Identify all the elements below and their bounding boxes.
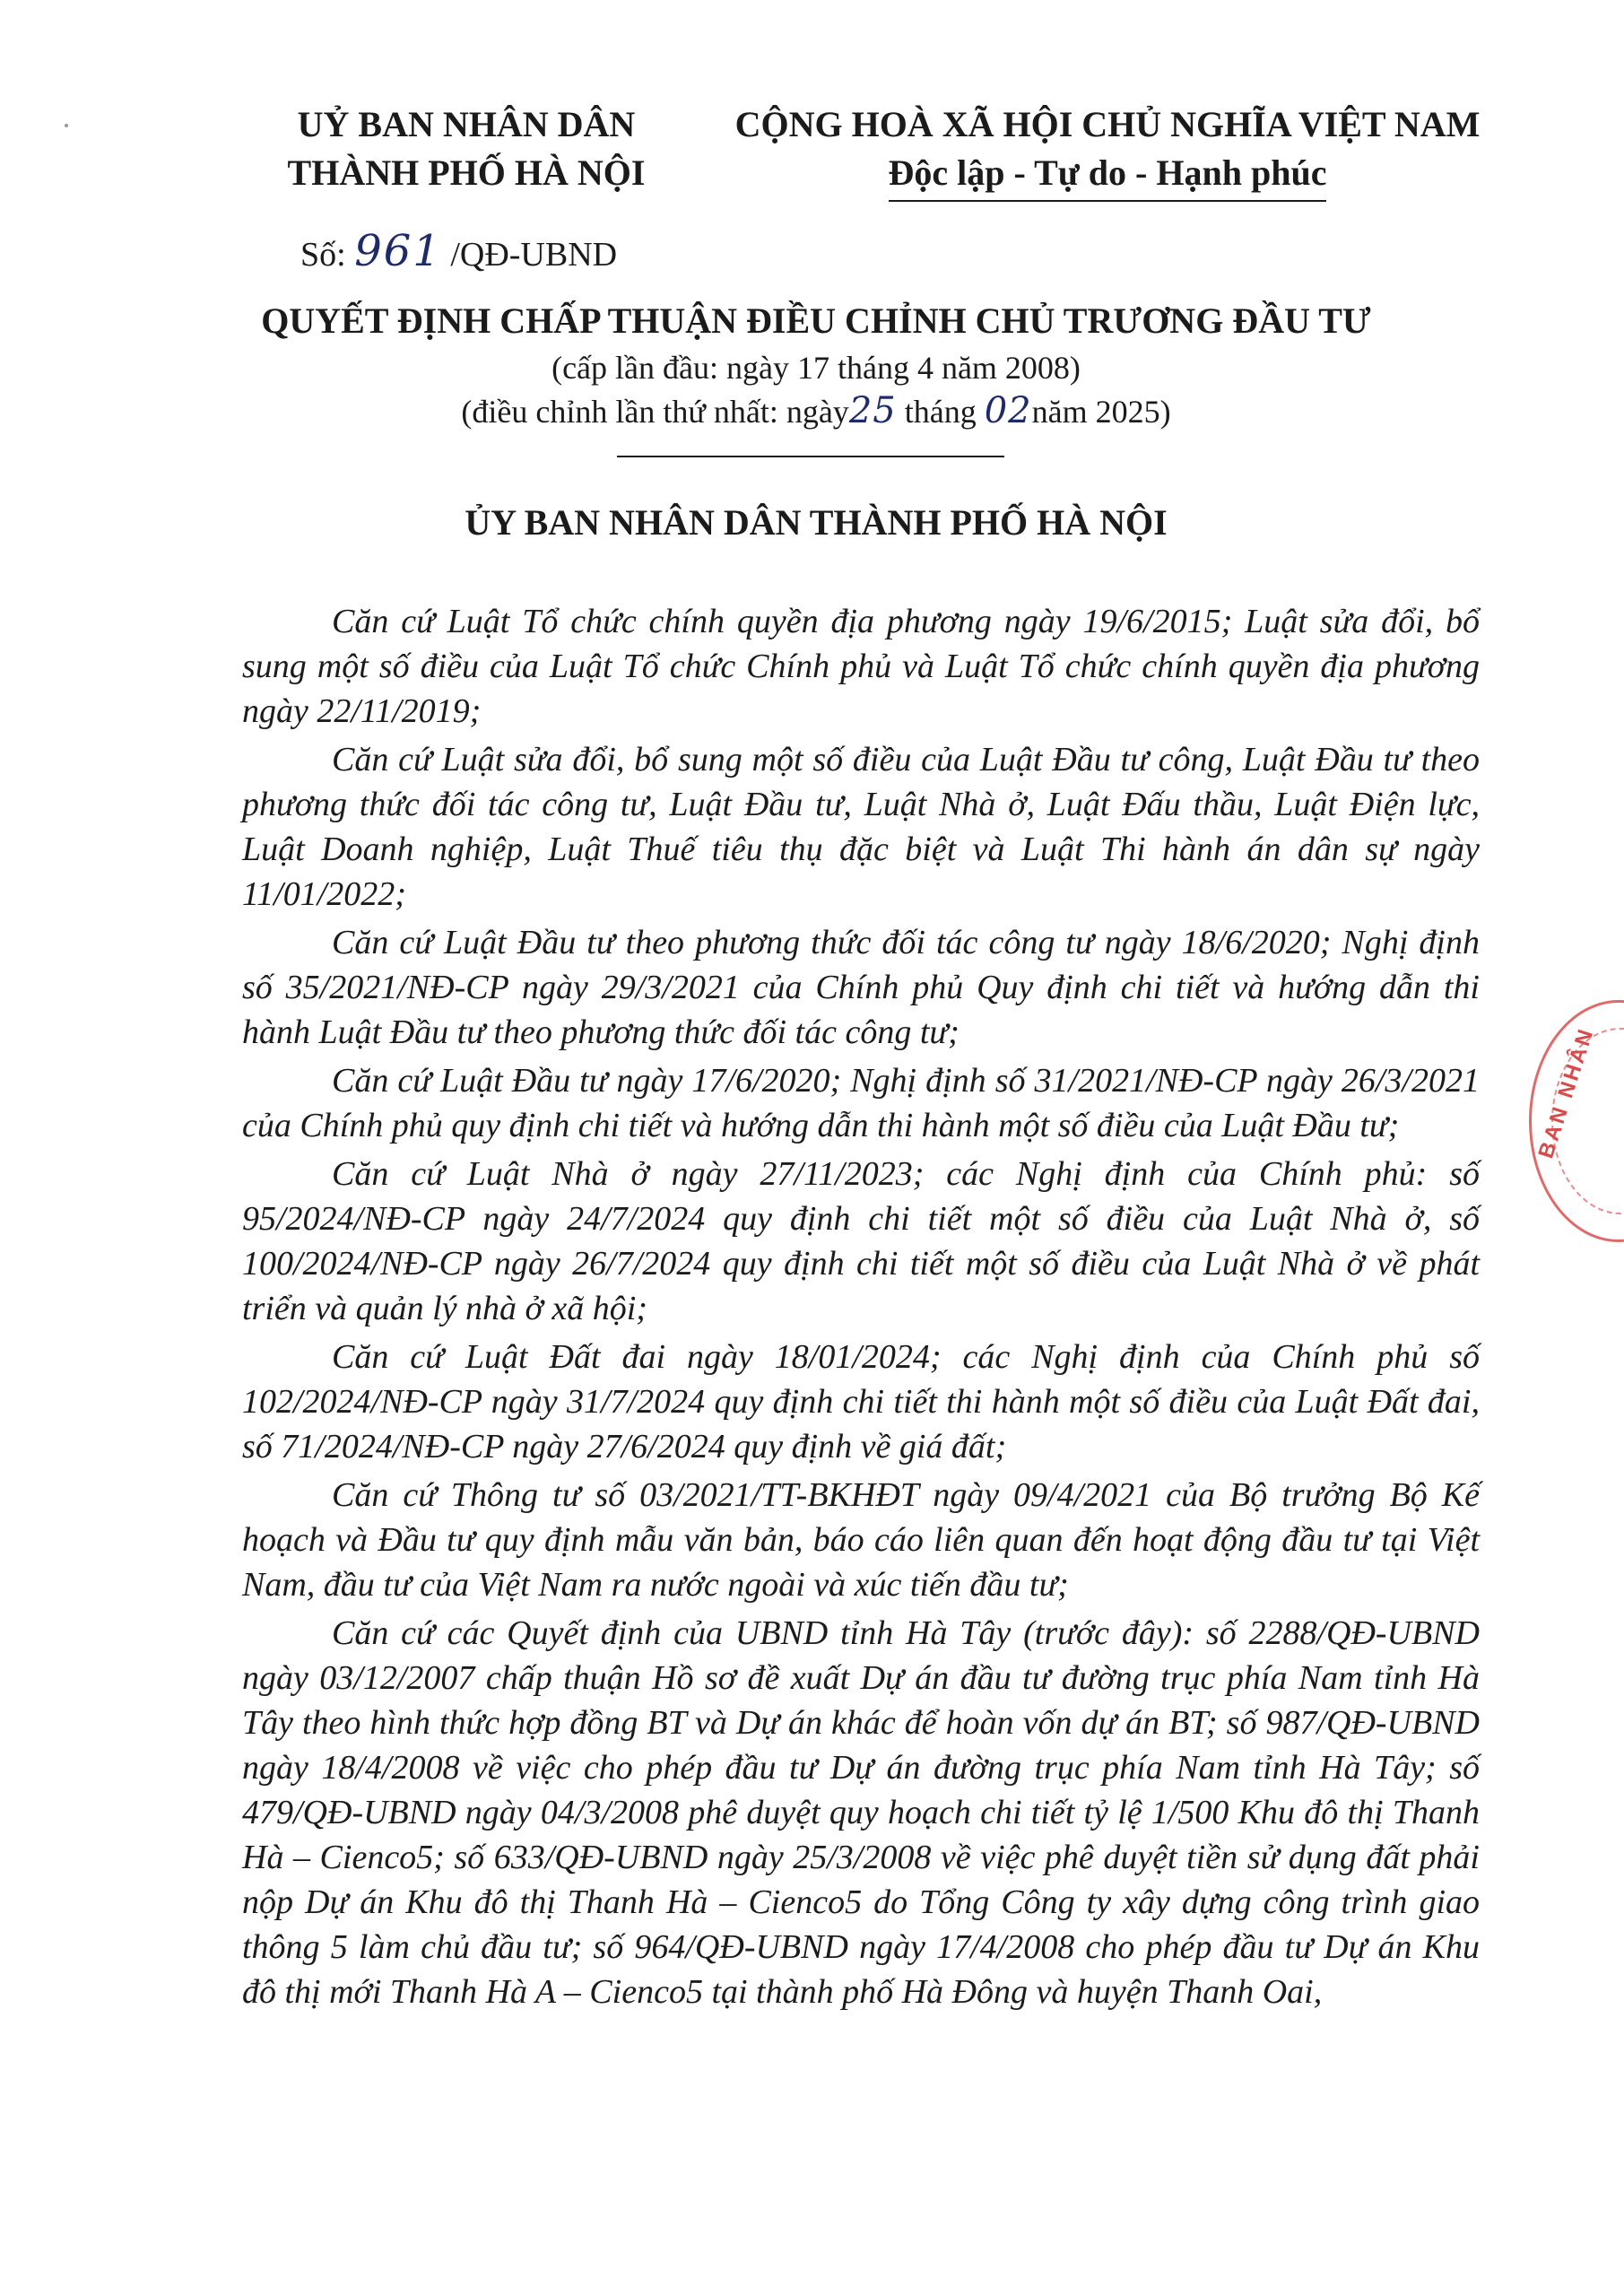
amendment-suffix: năm 2025) — [1031, 394, 1171, 430]
number-label: Số: — [300, 236, 346, 274]
amendment-day-handwritten: 25 — [848, 390, 897, 431]
amendment-date — [179, 389, 1453, 433]
basis-paragraph: Căn cứ Luật Nhà ở ngày 27/11/2023; các Nghị định của Chính phủ: số 95/2024/NĐ-CP ngày 24/7/2024 quy định chi tiết một số điều của Luật Nhà ở, số 100/2024/NĐ-CP ngày 26/7/2024 quy định chi tiết một số điều của Luật Nhà ở về phát triển và quản lý nhà ở xã hội; — [242, 1155, 1480, 1327]
basis-paragraph: Căn cứ Luật Tổ chức chính quyền địa phương ngày 19/6/2015; Luật sửa đổi, bổ sung một số điều của Luật Tổ chức Chính phủ và Luật Tổ chức chính quyền địa phương ngày 22/11/2019; — [242, 603, 1480, 730]
title-divider — [617, 456, 1004, 457]
issuing-authority: ỦY BAN NHÂN DÂN THÀNH PHỐ HÀ NỘI — [465, 502, 1168, 543]
decision-title-block — [179, 296, 1453, 433]
basis-paragraph: Căn cứ Luật Đầu tư theo phương thức đối tác công tư ngày 18/6/2020; Nghị định số 35/2021/NĐ-CP ngày 29/3/2021 của Chính phủ Quy định chi tiết và hướng dẫn thi hành Luật Đầu tư theo phương thức đối tác công tư; — [242, 924, 1480, 1051]
amendment-month-label: tháng — [904, 394, 977, 430]
basis-paragraph: Căn cứ Luật Đầu tư ngày 17/6/2020; Nghị định số 31/2021/NĐ-CP ngày 26/3/2021 của Chính phủ quy định chi tiết và hướng dẫn thi hành một số điều của Luật Đầu tư; — [242, 1062, 1480, 1144]
number-handwritten: 961 — [354, 226, 442, 276]
scan-speck — [65, 124, 68, 127]
basis-paragraph: Căn cứ Thông tư số 03/2021/TT-BKHĐT ngày 09/4/2021 của Bộ trưởng Bộ Kế hoạch và Đầu tư quy định mẫu văn bản, báo cáo liên quan đến hoạt động đầu tư tại Việt Nam, đầu tư của Việt Nam ra nước ngoài và xúc tiến đầu tư; — [242, 1476, 1480, 1604]
agency-line-1: UỶ BAN NHÂN DÂN — [297, 104, 636, 144]
number-suffix: /QĐ-UBND — [450, 236, 618, 274]
basis-paragraph: Căn cứ Luật sửa đổi, bổ sung một số điều của Luật Đầu tư công, Luật Đầu tư theo phương thức đối tác công tư, Luật Đầu tư, Luật Nhà ở, Luật Đấu thầu, Luật Điện lực, Luật Doanh nghiệp, Luật Thuế tiêu thụ đặc biệt và Luật Thi hành án dân sự ngày 11/01/2022; — [242, 741, 1480, 913]
agency-line-2: THÀNH PHỐ HÀ NỘI — [287, 152, 646, 193]
document-number — [300, 226, 617, 280]
amendment-prefix: (điều chỉnh lần thứ nhất: ngày — [461, 394, 849, 430]
issuing-agency — [251, 100, 682, 197]
national-header — [682, 100, 1533, 202]
country-name: CỘNG HOÀ XÃ HỘI CHỦ NGHĨA VIỆT NAM — [734, 104, 1481, 144]
official-seal — [1529, 1000, 1624, 1242]
decision-title: QUYẾT ĐỊNH CHẤP THUẬN ĐIỀU CHỈNH CHỦ TRƯƠNG ĐẦU TƯ — [261, 300, 1371, 341]
legal-basis — [242, 599, 1480, 2018]
basis-paragraph: Căn cứ Luật Đất đai ngày 18/01/2024; các Nghị định của Chính phủ số 102/2024/NĐ-CP ngày 31/7/2024 quy định chi tiết thi hành một số điều của Luật Đất đai, số 71/2024/NĐ-CP ngày 27/6/2024 quy định về giá đất; — [242, 1338, 1480, 1465]
basis-paragraph: Căn cứ các Quyết định của UBND tỉnh Hà Tây (trước đây): số 2288/QĐ-UBND ngày 03/12/2007 chấp thuận Hồ sơ đề xuất Dự án đầu tư đường trục phía Nam tỉnh Hà Tây theo hình thức hợp đồng BT và Dự án khác để hoàn vốn dự án BT; số 987/QĐ-UBND ngày 18/4/2008 về việc cho phép đầu tư Dự án đường trục phía Nam tỉnh Hà Tây; số 479/QĐ-UBND ngày 04/3/2008 phê duyệt quy hoạch chi tiết tỷ lệ 1/500 Khu đô thị Thanh Hà – Cienco5; số 633/QĐ-UBND ngày 25/3/2008 về việc phê duyệt tiền sử dụng đất phải nộp Dự án Khu đô thị Thanh Hà – Cienco5 do Tổng Công ty xây dựng công trình giao thông 5 làm chủ đầu tư; số 964/QĐ-UBND ngày 17/4/2008 cho phép đầu tư Dự án Khu đô thị mới Thanh Hà A – Cienco5 tại thành phố Hà Đông và huyện Thanh Oai, — [242, 1614, 1480, 2011]
seal-text: BAN NHÂN — [1533, 1023, 1600, 1161]
national-motto: Độc lập - Tự do - Hạnh phúc — [889, 149, 1327, 202]
first-issue-date: (cấp lần đầu: ngày 17 tháng 4 năm 2008) — [551, 350, 1081, 386]
amendment-month-handwritten: 02 — [984, 390, 1032, 431]
